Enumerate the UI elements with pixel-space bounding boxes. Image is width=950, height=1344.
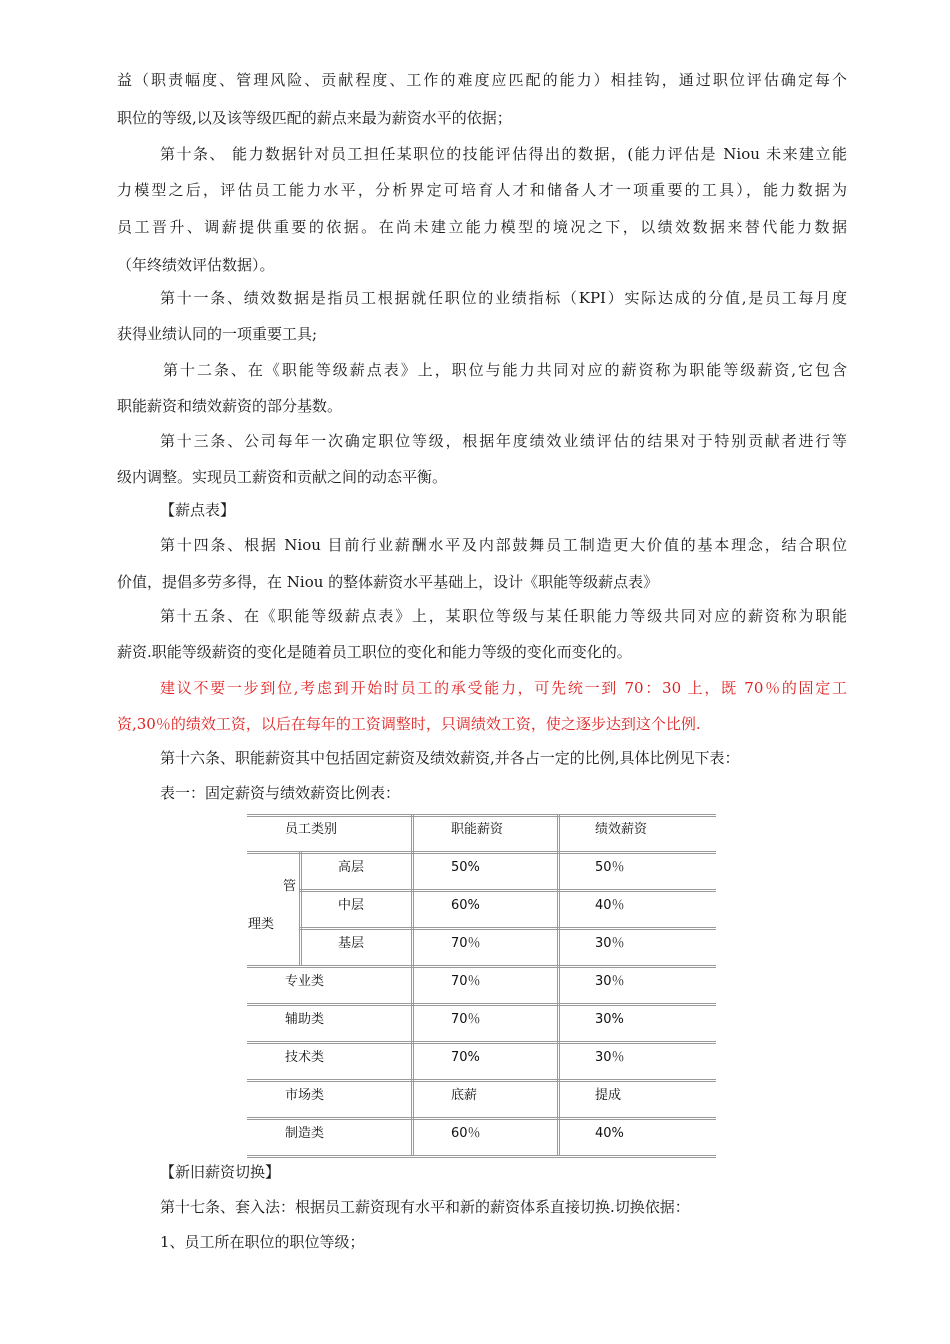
- article-12-line-1: 第十二条、在《职能等级薪点表》上，职位与能力共同对应的薪资称为职能等级薪资,它包含: [163, 361, 847, 379]
- article-14-line-2: 价值，提倡多劳多得，在 Niou 的整体薪资水平基础上，设计《职能等级薪点表》: [117, 573, 659, 591]
- mgmt-senior-level: 高层: [338, 860, 365, 875]
- article-15-line-2: 薪资.职能等级薪资的变化是随着员工职位的变化和能力等级的变化而变化的。: [117, 643, 632, 661]
- header-functional-salary: 职能薪资: [451, 822, 504, 837]
- article-15-line-1: 第十五条、在《职能等级薪点表》上，某职位等级与某任职能力等级共同对应的薪资称为职能: [160, 607, 847, 625]
- article-12-line-2: 职能薪资和绩效薪资的部分基数。: [117, 397, 343, 415]
- header-employee-category: 员工类别: [285, 822, 338, 837]
- article-17-line-1: 第十七条、套入法：根据员工薪资现有水平和新的薪资体系直接切换.切换依据：: [160, 1198, 690, 1216]
- red-note-line-1: 建议不要一步到位,考虑到开始时员工的承受能力，可先统一到 70：30 上，既 70％的固定工: [160, 679, 847, 697]
- marketing-perf: 提成: [595, 1088, 622, 1103]
- header-performance-salary: 绩效薪资: [595, 822, 648, 837]
- technical-fixed: 70%: [451, 1050, 480, 1065]
- technical-perf: 30％: [595, 1050, 625, 1065]
- manufacturing-category: 制造类: [285, 1126, 325, 1141]
- article-16-line-1: 第十六条、职能薪资其中包括固定薪资及绩效薪资,并各占一定的比例,具体比例见下表：: [160, 749, 740, 767]
- article-11-line-1: 第十一条、绩效数据是指员工根据就任职位的业绩指标（KPI）实际达成的分值,是员工每月度: [160, 289, 847, 307]
- manufacturing-perf: 40%: [595, 1126, 624, 1141]
- professional-category: 专业类: [285, 974, 325, 989]
- red-note-line-2: 资,30％的绩效工资，以后在每年的工资调整时，只调绩效工资，使之逐步达到这个比例.: [117, 715, 701, 733]
- professional-fixed: 70％: [451, 974, 481, 989]
- mgmt-basic-perf: 30％: [595, 936, 625, 951]
- mgmt-basic-fixed: 70％: [451, 936, 481, 951]
- auxiliary-category: 辅助类: [285, 1012, 325, 1027]
- marketing-category: 市场类: [285, 1088, 325, 1103]
- paragraph-9-line-1: 益（职责幅度、管理风险、贡献程度、工作的难度应匹配的能力）相挂钩，通过职位评估确定每个: [117, 71, 847, 89]
- professional-perf: 30％: [595, 974, 625, 989]
- article-13-line-1: 第十三条、公司每年一次确定职位等级，根据年度绩效业绩评估的结果对于特别贡献者进行等: [160, 432, 847, 450]
- paragraph-9-line-2: 职位的等级,以及该等级匹配的薪点来最为薪资水平的依据；: [117, 109, 512, 127]
- auxiliary-perf: 30%: [595, 1012, 624, 1027]
- technical-category: 技术类: [285, 1050, 325, 1065]
- management-label-part-1: 管: [283, 879, 297, 894]
- list-item-1: 1、员工所在职位的职位等级；: [160, 1233, 365, 1251]
- mgmt-middle-fixed: 60%: [451, 898, 480, 913]
- mgmt-middle-perf: 40％: [595, 898, 625, 913]
- mgmt-middle-level: 中层: [338, 898, 365, 913]
- article-13-line-2: 级内调整。实现员工薪资和贡献之间的动态平衡。: [117, 468, 448, 486]
- manufacturing-fixed: 60％: [451, 1126, 481, 1141]
- section-heading-salary-table: 【薪点表】: [160, 501, 236, 519]
- mgmt-senior-perf: 50％: [595, 860, 625, 875]
- auxiliary-fixed: 70％: [451, 1012, 481, 1027]
- mgmt-basic-level: 基层: [338, 936, 365, 951]
- article-14-line-1: 第十四条、根据 Niou 目前行业薪酬水平及内部鼓舞员工制造更大价值的基本理念，结合职位: [160, 536, 847, 554]
- salary-ratio-table: [247, 814, 716, 1158]
- section-heading-salary-switch: 【新旧薪资切换】: [160, 1163, 281, 1181]
- article-10-line-2: 力模型之后，评估员工能力水平，分析界定可培育人才和储备人才一项重要的工具），能力数据为: [117, 181, 847, 199]
- table-caption: 表一：固定薪资与绩效薪资比例表：: [160, 784, 401, 802]
- article-11-line-2: 获得业绩认同的一项重要工具;: [117, 325, 318, 343]
- management-label-part-2: 理类: [248, 917, 275, 932]
- mgmt-senior-fixed: 50%: [451, 860, 480, 875]
- marketing-fixed: 底薪: [451, 1088, 478, 1103]
- article-10-line-4: （年终绩效评估数据）。: [117, 256, 275, 274]
- article-10-line-3: 员工晋升、调薪提供重要的依据。在尚未建立能力模型的境况之下，以绩效数据来替代能力数据: [117, 218, 847, 236]
- article-10-line-1: 第十条、 能力数据针对员工担任某职位的技能评估得出的数据，(能力评估是 Niou 未来建立能: [160, 145, 847, 163]
